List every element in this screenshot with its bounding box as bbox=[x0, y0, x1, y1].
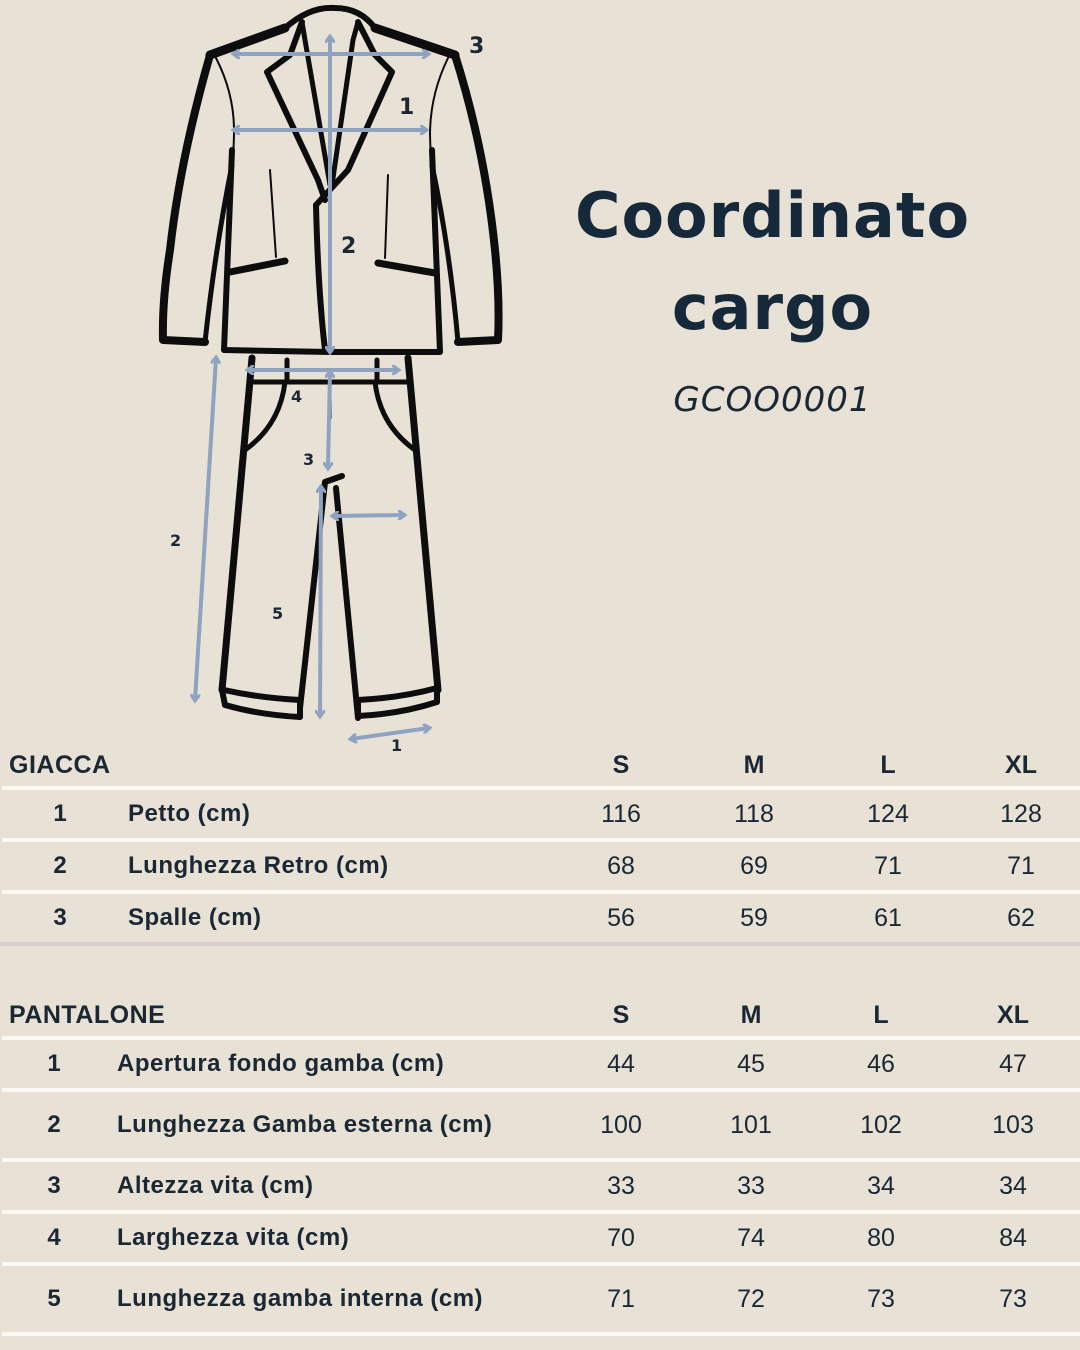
size-header-m: M bbox=[740, 1001, 762, 1029]
size-header-m: M bbox=[743, 751, 765, 779]
value-l: 102 bbox=[860, 1110, 902, 1139]
value-xl: 73 bbox=[999, 1284, 1027, 1313]
value-m: 59 bbox=[740, 903, 768, 932]
table-row bbox=[0, 1214, 1080, 1262]
section-label-giacca: GIACCA bbox=[9, 751, 111, 779]
trousers-label-leg-opening: 1 bbox=[391, 736, 403, 755]
size-header-s: S bbox=[612, 751, 630, 779]
value-l: 124 bbox=[867, 799, 909, 828]
size-header-xl: XL bbox=[997, 1001, 1029, 1029]
table-row bbox=[0, 1162, 1080, 1210]
row-label: Apertura fondo gamba (cm) bbox=[117, 1050, 445, 1077]
table-row bbox=[0, 790, 1080, 838]
value-s: 44 bbox=[607, 1049, 635, 1078]
value-xl: 34 bbox=[999, 1171, 1027, 1200]
row-number: 2 bbox=[53, 852, 67, 879]
value-l: 34 bbox=[867, 1171, 895, 1200]
value-xl: 71 bbox=[1007, 851, 1035, 880]
value-l: 61 bbox=[874, 903, 902, 932]
table-row bbox=[0, 1040, 1080, 1088]
value-l: 80 bbox=[867, 1223, 895, 1252]
value-xl: 128 bbox=[1000, 799, 1042, 828]
value-s: 100 bbox=[600, 1110, 642, 1139]
row-number: 5 bbox=[47, 1285, 61, 1312]
value-m: 45 bbox=[737, 1049, 765, 1078]
divider bbox=[0, 942, 1080, 946]
table-row bbox=[0, 894, 1080, 942]
value-m: 69 bbox=[740, 851, 768, 880]
value-m: 118 bbox=[734, 799, 774, 828]
value-l: 46 bbox=[867, 1049, 895, 1078]
row-number: 1 bbox=[47, 1050, 61, 1077]
trousers-label-rise: 3 bbox=[303, 450, 315, 469]
row-label: Lunghezza Retro (cm) bbox=[128, 852, 389, 879]
value-m: 74 bbox=[737, 1223, 765, 1252]
size-header-l: L bbox=[873, 1001, 889, 1029]
value-s: 116 bbox=[601, 799, 641, 828]
value-s: 33 bbox=[607, 1171, 635, 1200]
divider bbox=[2, 1332, 1080, 1336]
product-code: GCOO0001 bbox=[673, 380, 872, 420]
value-m: 101 bbox=[730, 1110, 772, 1139]
jacket-table-header bbox=[0, 748, 1080, 786]
jacket-label-back-length: 2 bbox=[341, 234, 357, 259]
trousers-label-waist: 4 bbox=[291, 387, 303, 406]
row-number: 2 bbox=[47, 1111, 61, 1138]
row-number: 3 bbox=[47, 1172, 61, 1199]
jacket-label-shoulders: 3 bbox=[469, 34, 485, 59]
value-m: 72 bbox=[737, 1284, 765, 1313]
row-label: Larghezza vita (cm) bbox=[117, 1224, 350, 1251]
product-header bbox=[560, 170, 985, 420]
value-l: 71 bbox=[874, 851, 902, 880]
trousers-label-inner-leg: 5 bbox=[272, 604, 284, 623]
value-s: 68 bbox=[607, 851, 635, 880]
suit-illustration bbox=[0, 0, 560, 760]
product-title-line2: cargo bbox=[671, 271, 874, 344]
value-xl: 62 bbox=[1007, 903, 1035, 932]
size-diagram bbox=[0, 0, 560, 760]
row-label: Lunghezza Gamba esterna (cm) bbox=[117, 1111, 493, 1138]
size-header-s: S bbox=[612, 1001, 630, 1029]
product-title-line1: Coordinato bbox=[574, 179, 971, 252]
value-l: 73 bbox=[867, 1284, 895, 1313]
trousers-label-outer-leg: 2 bbox=[170, 531, 182, 550]
value-s: 56 bbox=[607, 903, 635, 932]
size-header-l: L bbox=[880, 751, 896, 779]
row-number: 4 bbox=[47, 1224, 61, 1251]
section-label-pantalone: PANTALONE bbox=[9, 1001, 166, 1029]
table-row bbox=[0, 1266, 1080, 1332]
value-s: 71 bbox=[607, 1284, 635, 1313]
value-xl: 47 bbox=[999, 1049, 1027, 1078]
size-header-xl: XL bbox=[1005, 751, 1037, 779]
value-xl: 84 bbox=[999, 1223, 1027, 1252]
row-label: Petto (cm) bbox=[128, 800, 251, 827]
value-s: 70 bbox=[607, 1223, 635, 1252]
trousers-size-table bbox=[0, 998, 1080, 1336]
row-label: Altezza vita (cm) bbox=[117, 1172, 314, 1199]
row-label: Spalle (cm) bbox=[128, 904, 262, 931]
value-xl: 103 bbox=[992, 1110, 1034, 1139]
row-number: 3 bbox=[53, 904, 67, 931]
table-row bbox=[0, 842, 1080, 890]
row-number: 1 bbox=[53, 800, 67, 827]
jacket-label-chest: 1 bbox=[399, 95, 415, 120]
trousers-table-header bbox=[0, 998, 1080, 1036]
table-row bbox=[0, 1092, 1080, 1158]
value-m: 33 bbox=[737, 1171, 765, 1200]
jacket-size-table bbox=[0, 748, 1080, 946]
row-label: Lunghezza gamba interna (cm) bbox=[117, 1285, 484, 1312]
